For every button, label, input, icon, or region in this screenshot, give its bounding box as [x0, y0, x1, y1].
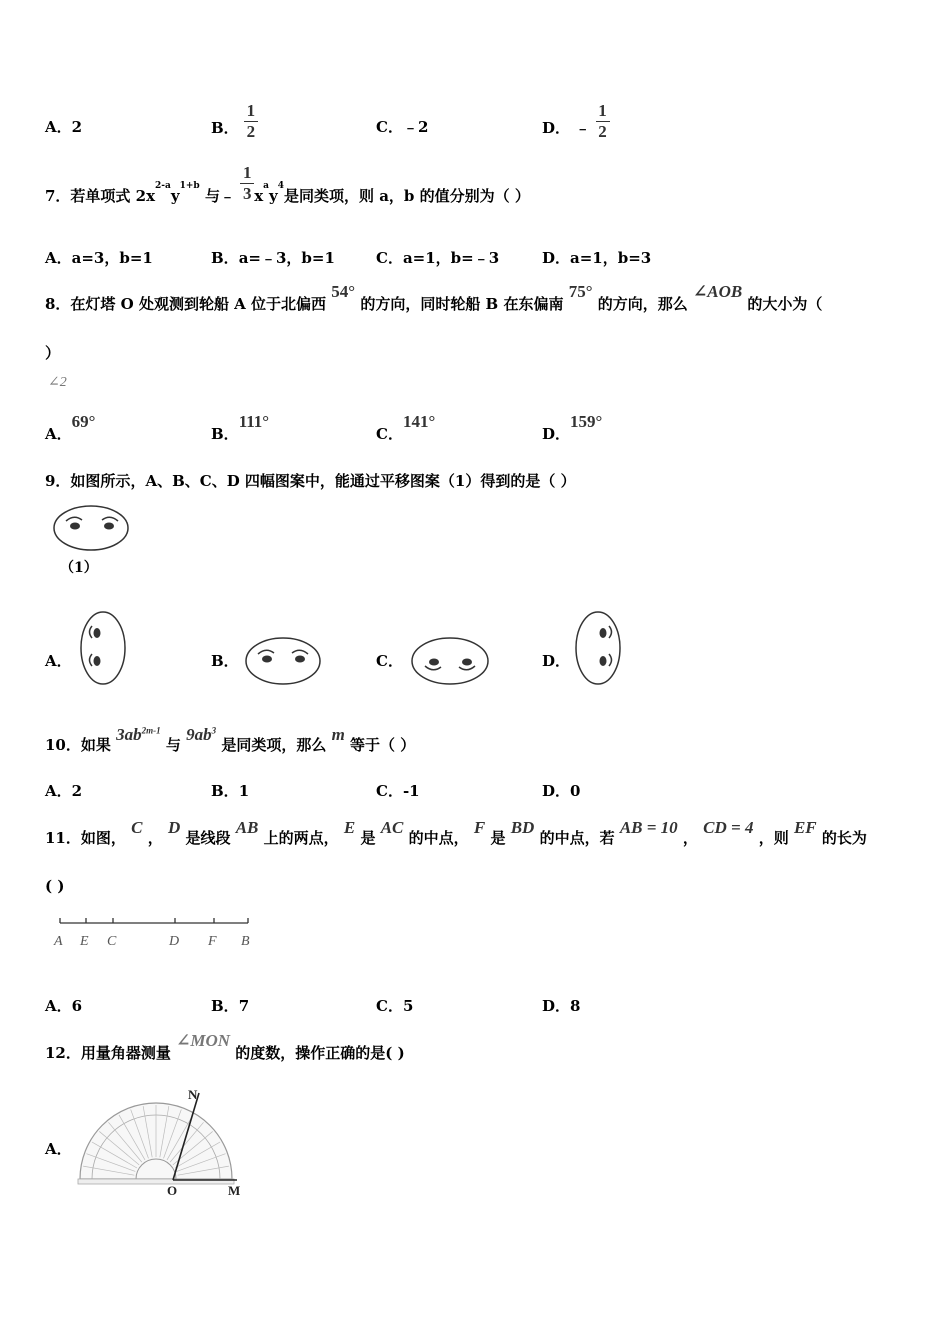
q6-option-b[interactable] [211, 100, 258, 141]
q10-term-2 [186, 725, 216, 744]
q11-option-c[interactable] [376, 995, 413, 1016]
option-value: 69° [71, 412, 96, 431]
figure-caption: （1） [60, 560, 98, 576]
option-label: B． [211, 119, 239, 137]
option-label: B． [211, 249, 239, 267]
numerator: 1 [598, 101, 607, 120]
q11-math: CD = 4 [703, 818, 754, 837]
point-label: C [107, 934, 117, 949]
fraction [240, 164, 254, 203]
q7-text: 与﹣ [199, 187, 235, 205]
q7-exp: 2-a [155, 181, 171, 191]
q8-option-d[interactable] [542, 412, 603, 444]
q8-text: 的方向，那么 [597, 295, 688, 313]
eyebrow-icon [609, 654, 612, 666]
q8-text: 的大小为（ [747, 295, 823, 313]
q10-text: 是同类项，那么 [221, 736, 327, 754]
q7-exp: 1+b [179, 181, 200, 191]
q11-option-b[interactable] [211, 995, 249, 1016]
q8-angle-aob: ∠AOB [692, 282, 743, 301]
q7-question [45, 162, 530, 203]
face-outline [576, 612, 620, 684]
option-label: B． [211, 782, 239, 800]
q7-exp: 4 [277, 181, 284, 191]
eyebrow-icon [90, 626, 93, 638]
option-sign: ﹣ [575, 119, 591, 137]
numerator: 1 [246, 101, 256, 120]
q8-angle-2: 75° [568, 282, 593, 301]
option-value: a=3，b=1 [71, 249, 153, 267]
q9-option-d-figure[interactable] [572, 610, 624, 688]
option-label: C． [376, 425, 403, 443]
q7-option-a[interactable] [45, 247, 153, 268]
option-value: a=1，b=﹣3 [402, 249, 500, 267]
q9-option-c-figure[interactable] [409, 635, 491, 687]
q7-exp: a [263, 181, 269, 191]
numerator: 1 [242, 163, 252, 182]
eye-icon [104, 523, 114, 530]
option-label: C． [376, 782, 403, 800]
eyebrow-icon [609, 626, 612, 638]
eye-icon [94, 628, 101, 638]
option-value: 111° [238, 412, 270, 431]
point-label: B [241, 934, 250, 949]
q11-math: EF [793, 818, 817, 837]
eye-icon [462, 659, 472, 666]
option-value: 8 [570, 997, 581, 1015]
fraction [596, 102, 610, 141]
q9-option-b-figure[interactable] [243, 635, 323, 687]
denominator: 3 [242, 184, 252, 203]
q9-option-c-label[interactable]: C． [376, 652, 403, 670]
option-value: 2 [71, 118, 83, 136]
option-value: 141° [402, 412, 436, 431]
option-label: D． [542, 249, 571, 267]
option-value: 0 [570, 782, 581, 800]
q9-option-b-label[interactable]: B． [211, 652, 239, 670]
eye-icon [429, 659, 439, 666]
option-value: a=﹣3，b=1 [238, 249, 335, 267]
q8-option-a[interactable] [45, 412, 96, 444]
q11-segment-figure [52, 915, 252, 955]
q11-text: 是 [490, 829, 506, 847]
option-value: 2 [71, 782, 83, 800]
eyebrow-icon [102, 517, 118, 521]
q7-text: x [254, 187, 264, 205]
q8-text: 8．在灯塔 O 处观测到轮船 A 位于北偏西 [45, 295, 327, 313]
face-outline [412, 638, 488, 684]
q11-text: 是 [360, 829, 376, 847]
q12-text: 12．用量角器测量 [45, 1044, 171, 1062]
q9-option-a-label[interactable]: A． [45, 652, 72, 670]
eyebrow-icon [66, 517, 82, 521]
eyebrow-icon [258, 650, 274, 654]
q7-option-d[interactable] [542, 247, 651, 268]
q11-math: AB [235, 818, 259, 837]
option-label: D． [542, 119, 571, 137]
q10-term: 3ab [116, 725, 142, 744]
q10-option-a[interactable] [45, 780, 82, 801]
q7-option-b[interactable] [211, 247, 335, 268]
q11-question [45, 818, 867, 848]
option-label: A． [45, 782, 72, 800]
option-label: D． [542, 997, 571, 1015]
q9-figure-1 [50, 503, 134, 555]
q11-option-a[interactable] [45, 995, 82, 1016]
option-label: B． [211, 425, 239, 443]
q10-option-d[interactable] [542, 780, 580, 801]
q11-text: 11．如图， [45, 829, 126, 847]
option-label: D． [542, 425, 571, 443]
q9-option-a-figure[interactable] [77, 610, 129, 688]
option-label: A． [45, 425, 72, 443]
q11-text: 上的两点， [263, 829, 339, 847]
option-label: A． [45, 118, 72, 136]
q10-option-c[interactable] [376, 780, 420, 801]
q10-option-b[interactable] [211, 780, 249, 801]
eye-icon [295, 656, 305, 663]
q7-text: y [268, 187, 278, 205]
q7-text: y [170, 187, 180, 205]
eyebrow-icon [90, 654, 93, 666]
option-label: A． [45, 997, 72, 1015]
face-outline [246, 638, 320, 684]
protractor-figure[interactable] [72, 1085, 247, 1197]
q12-text: 的度数，操作正确的是( ) [235, 1044, 405, 1062]
option-value: 6 [71, 997, 83, 1015]
option-label: B． [211, 997, 239, 1015]
q11-text: 的长为 [821, 829, 867, 847]
q10-term-1 [116, 725, 161, 744]
q11-text: 的中点， [408, 829, 469, 847]
q12-question [45, 1031, 405, 1063]
q11-math: AC [380, 818, 404, 837]
point-o-label: O [167, 1183, 178, 1197]
option-value: 1 [238, 782, 250, 800]
q9-question: 9．如图所示，A、B、C、D 四幅图案中，能通过平移图案（1）得到的是（ ） [45, 472, 576, 490]
option-value: 5 [402, 997, 414, 1015]
q10-var-m: m [331, 725, 345, 744]
q12-option-a-label[interactable]: A． [45, 1140, 72, 1158]
option-value: ﹣2 [402, 118, 429, 136]
q11-math: C [131, 818, 143, 837]
eye-icon [70, 523, 80, 530]
option-label: C． [376, 997, 403, 1015]
q8-question [45, 282, 823, 314]
eyebrow-icon [425, 666, 441, 670]
q10-text: 10．如果 [45, 736, 111, 754]
q6-option-d[interactable] [542, 100, 610, 141]
q7-text: 是同类项，则 a，b 的值分别为（ ） [283, 187, 530, 205]
point-label: D [169, 934, 180, 949]
denominator: 2 [598, 122, 607, 141]
eye-icon [600, 656, 607, 666]
q11-math: AB = 10 [619, 818, 678, 837]
q10-exp: 2m-1 [141, 725, 161, 736]
option-label: C． [376, 249, 403, 267]
q9-option-d-label[interactable]: D． [542, 652, 571, 670]
option-label: D． [542, 782, 571, 800]
point-m-label: M [228, 1183, 241, 1197]
point-label: F [208, 934, 217, 949]
eyebrow-icon [292, 650, 308, 654]
q8-option-b[interactable] [211, 412, 270, 444]
point-label: A [54, 934, 63, 949]
point-label: E [80, 934, 89, 949]
point-n-label: N [188, 1087, 198, 1102]
eye-icon [262, 656, 272, 663]
q11-text: ， [147, 829, 163, 847]
option-label: C． [376, 118, 403, 136]
q7-text: 7．若单项式 2x [45, 187, 156, 205]
q11-text: ，则 [758, 829, 789, 847]
q11-text: 的中点，若 [539, 829, 615, 847]
q8-text: 的方向，同时轮船 B 在东偏南 [360, 295, 564, 313]
q7-option-c[interactable] [376, 247, 499, 268]
face-outline [81, 612, 125, 684]
fraction [244, 102, 258, 141]
option-value: a=1，b=3 [570, 249, 652, 267]
eyebrow-icon [459, 666, 475, 670]
q8-angle-1: 54° [331, 282, 356, 301]
q11-math: F [473, 818, 486, 837]
q11-text: 是线段 [185, 829, 231, 847]
q11-text: ， [682, 829, 698, 847]
option-value: 7 [238, 997, 250, 1015]
q10-term: 9ab [186, 725, 212, 744]
q11-math: E [343, 818, 356, 837]
stray-angle-label: ∠2 [48, 375, 67, 390]
q6-option-a[interactable] [45, 116, 82, 137]
option-label: A． [45, 249, 72, 267]
face-outline [54, 506, 128, 550]
option-value: 159° [570, 412, 603, 431]
eye-icon [600, 628, 607, 638]
q10-question [45, 725, 416, 755]
q6-option-c[interactable] [376, 116, 428, 137]
q11-paren: ( ) [45, 877, 65, 895]
q11-option-d[interactable] [542, 995, 580, 1016]
q10-exp: 3 [211, 725, 217, 736]
q11-math: D [167, 818, 181, 837]
q10-text: 等于（ ） [350, 736, 416, 754]
denominator: 2 [246, 122, 256, 141]
eye-icon [94, 656, 101, 666]
option-value: -1 [402, 782, 420, 800]
q12-angle-mon: ∠MON [176, 1031, 231, 1050]
q10-text: 与 [165, 736, 181, 754]
q8-text-close: ） [45, 344, 61, 362]
q8-option-c[interactable] [376, 412, 436, 444]
q11-math: BD [510, 818, 535, 837]
